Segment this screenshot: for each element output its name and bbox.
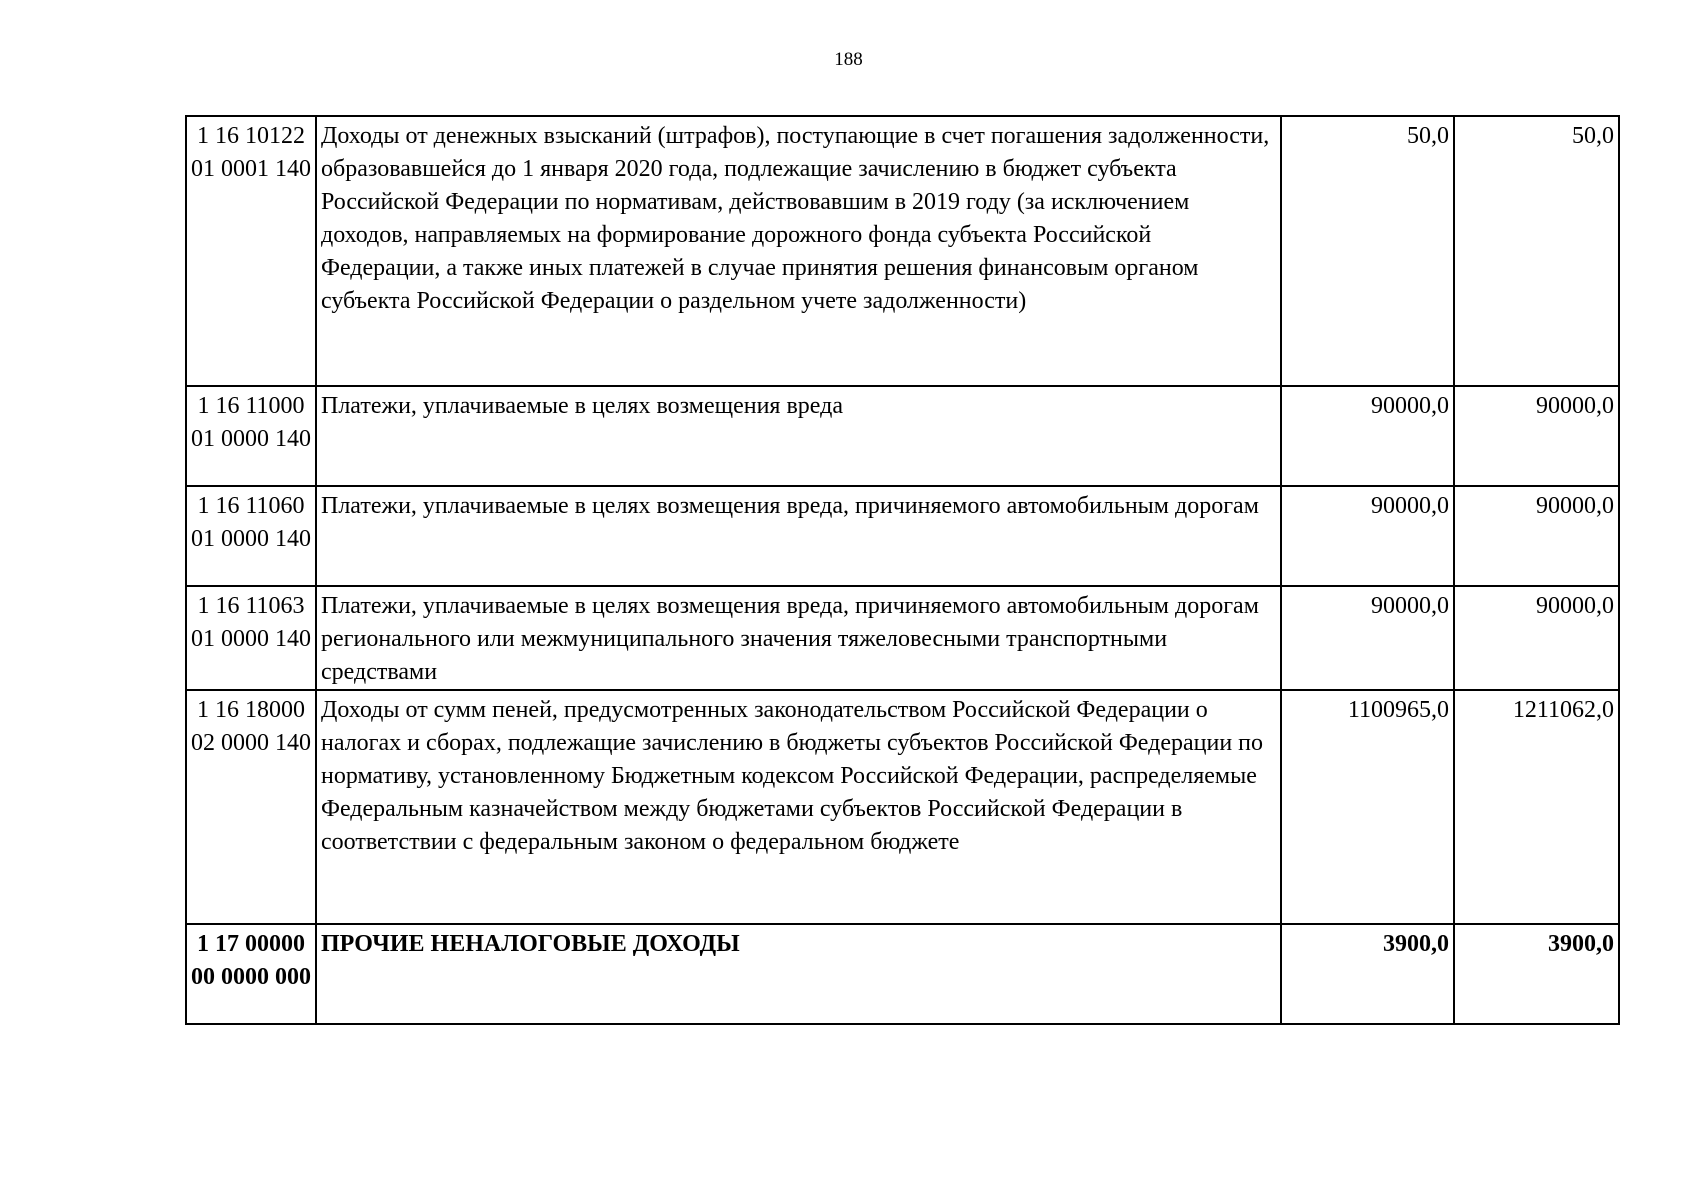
revenue-name-cell: ПРОЧИЕ НЕНАЛОГОВЫЕ ДОХОДЫ xyxy=(316,924,1281,1024)
amount-cell-1: 50,0 xyxy=(1281,116,1454,386)
table-row xyxy=(186,116,1619,386)
amount-cell-2: 90000,0 xyxy=(1454,486,1619,586)
amount-cell-2: 50,0 xyxy=(1454,116,1619,386)
amount-cell-2: 90000,0 xyxy=(1454,386,1619,486)
revenue-name-cell: Платежи, уплачиваемые в целях возмещения вреда xyxy=(316,386,1281,486)
table-row xyxy=(186,486,1619,586)
table-row xyxy=(186,386,1619,486)
amount-cell-2: 3900,0 xyxy=(1454,924,1619,1024)
revenue-name-cell: Платежи, уплачиваемые в целях возмещения вреда, причиняемого автомобильным дорогам регионального или межмуниципального значения тяжеловесными транспортными средствами xyxy=(316,586,1281,690)
table-row xyxy=(186,586,1619,690)
budget-code-cell: 1 16 11000 01 0000 140 xyxy=(186,386,316,486)
page-number: 188 xyxy=(834,49,863,70)
revenue-table xyxy=(185,115,1620,1025)
budget-code-cell: 1 16 10122 01 0001 140 xyxy=(186,116,316,386)
budget-code-cell: 1 17 00000 00 0000 000 xyxy=(186,924,316,1024)
amount-cell-1: 90000,0 xyxy=(1281,386,1454,486)
budget-code-cell: 1 16 11060 01 0000 140 xyxy=(186,486,316,586)
amount-cell-1: 1100965,0 xyxy=(1281,690,1454,924)
table-row-total xyxy=(186,924,1619,1024)
amount-cell-1: 3900,0 xyxy=(1281,924,1454,1024)
amount-cell-1: 90000,0 xyxy=(1281,586,1454,690)
amount-cell-2: 1211062,0 xyxy=(1454,690,1619,924)
budget-code-cell: 1 16 11063 01 0000 140 xyxy=(186,586,316,690)
revenue-name-cell: Доходы от сумм пеней, предусмотренных законодательством Российской Федерации о налогах и сборах, подлежащие зачислению в бюджеты субъектов Российской Федерации по нормативу, установленному Бюджетным кодексом Российской Федерации, распределяемые Федеральным казначейством между бюджетами субъектов Российской Федерации в соответствии с федеральным законом о федеральном бюджете xyxy=(316,690,1281,924)
budget-code-cell: 1 16 18000 02 0000 140 xyxy=(186,690,316,924)
table-row xyxy=(186,690,1619,924)
amount-cell-1: 90000,0 xyxy=(1281,486,1454,586)
amount-cell-2: 90000,0 xyxy=(1454,586,1619,690)
revenue-name-cell: Платежи, уплачиваемые в целях возмещения вреда, причиняемого автомобильным дорогам xyxy=(316,486,1281,586)
revenue-name-cell: Доходы от денежных взысканий (штрафов), поступающие в счет погашения задолженности, образовавшейся до 1 января 2020 года, подлежащие зачислению в бюджет субъекта Российской Федерации по нормативам, действовавшим в 2019 году (за исключением доходов, направляемых на формирование дорожного фонда субъекта Российской Федерации, а также иных платежей в случае принятия решения финансовым органом субъекта Российской Федерации о раздельном учете задолженности) xyxy=(316,116,1281,386)
